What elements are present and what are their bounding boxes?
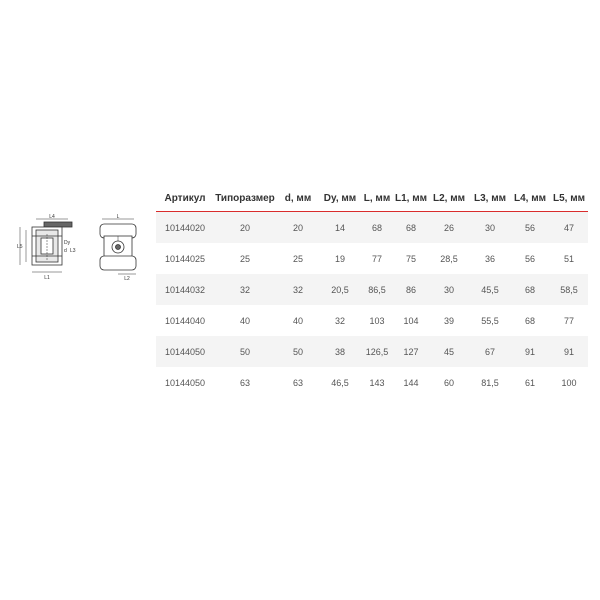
column-header: Dy, мм [320, 185, 360, 212]
table-cell: 10144020 [156, 212, 214, 244]
table-cell: 10144050 [156, 336, 214, 367]
table-cell: 28,5 [428, 243, 470, 274]
table-cell: 51 [550, 243, 588, 274]
dim-label-l1: L1 [44, 275, 50, 281]
table-cell: 47 [550, 212, 588, 244]
valve-handle [44, 222, 72, 227]
table-cell: 30 [470, 212, 510, 244]
table-cell: 50 [214, 336, 276, 367]
column-header: Типоразмер [214, 185, 276, 212]
table-cell: 32 [276, 274, 320, 305]
valve-side-view [17, 214, 76, 281]
dim-label-l5: L5 [17, 244, 23, 250]
table-cell: 25 [214, 243, 276, 274]
table-cell: 10144040 [156, 305, 214, 336]
column-header: L4, мм [510, 185, 550, 212]
table-cell: 104 [394, 305, 428, 336]
table-cell: 50 [276, 336, 320, 367]
table-cell: 20 [276, 212, 320, 244]
table-cell: 144 [394, 367, 428, 398]
table-cell: 86 [394, 274, 428, 305]
table-cell: 58,5 [550, 274, 588, 305]
table-cell: 63 [276, 367, 320, 398]
table-cell: 143 [360, 367, 394, 398]
column-header: L3, мм [470, 185, 510, 212]
table-cell: 19 [320, 243, 360, 274]
table-cell: 81,5 [470, 367, 510, 398]
table-cell: 61 [510, 367, 550, 398]
table-cell: 103 [360, 305, 394, 336]
table-cell: 68 [510, 274, 550, 305]
table-cell: 86,5 [360, 274, 394, 305]
table-cell: 56 [510, 212, 550, 244]
column-header: Артикул [156, 185, 214, 212]
table-row [156, 305, 588, 336]
table-cell: 40 [214, 305, 276, 336]
column-header: L5, мм [550, 185, 588, 212]
table-cell: 25 [276, 243, 320, 274]
table-cell: 127 [394, 336, 428, 367]
table-cell: 68 [360, 212, 394, 244]
valve-technical-drawing [6, 214, 154, 284]
table-cell: 77 [550, 305, 588, 336]
table-cell: 68 [394, 212, 428, 244]
column-header: d, мм [276, 185, 320, 212]
dim-label-l2: L2 [124, 276, 130, 282]
dim-label-l4: L4 [49, 214, 55, 220]
valve-drawing-svg [6, 214, 154, 284]
dim-label-l3: L3 [70, 248, 76, 254]
table-cell: 20,5 [320, 274, 360, 305]
table-cell: 36 [470, 243, 510, 274]
table-row [156, 274, 588, 305]
table-cell: 63 [214, 367, 276, 398]
table-cell: 38 [320, 336, 360, 367]
table-cell: 14 [320, 212, 360, 244]
table-cell: 68 [510, 305, 550, 336]
valve-front-view [100, 214, 136, 282]
table-row [156, 243, 588, 274]
table-body [156, 212, 588, 399]
table-cell: 56 [510, 243, 550, 274]
table-row [156, 367, 588, 398]
dim-label-d: d [64, 248, 67, 254]
table-cell: 67 [470, 336, 510, 367]
table-cell: 20 [214, 212, 276, 244]
table-cell: 46,5 [320, 367, 360, 398]
table-cell: 100 [550, 367, 588, 398]
table-cell: 30 [428, 274, 470, 305]
table-cell: 55,5 [470, 305, 510, 336]
table-cell: 126,5 [360, 336, 394, 367]
table-cell: 75 [394, 243, 428, 274]
table-cell: 10144032 [156, 274, 214, 305]
column-header: L2, мм [428, 185, 470, 212]
column-header: L, мм [360, 185, 394, 212]
table-cell: 10144025 [156, 243, 214, 274]
table-cell: 39 [428, 305, 470, 336]
table-cell: 32 [214, 274, 276, 305]
table-row [156, 336, 588, 367]
table-cell: 10144050 [156, 367, 214, 398]
table-cell: 26 [428, 212, 470, 244]
spec-table [156, 185, 588, 398]
table-cell: 91 [510, 336, 550, 367]
table-header-row [156, 185, 588, 212]
table-cell: 32 [320, 305, 360, 336]
table-row [156, 212, 588, 244]
table-cell: 45,5 [470, 274, 510, 305]
table-cell: 77 [360, 243, 394, 274]
table-cell: 91 [550, 336, 588, 367]
table-cell: 40 [276, 305, 320, 336]
dim-label-l: L [116, 214, 120, 220]
table-cell: 60 [428, 367, 470, 398]
table-cell: 45 [428, 336, 470, 367]
column-header: L1, мм [394, 185, 428, 212]
dim-label-dy: Dy [64, 240, 71, 246]
